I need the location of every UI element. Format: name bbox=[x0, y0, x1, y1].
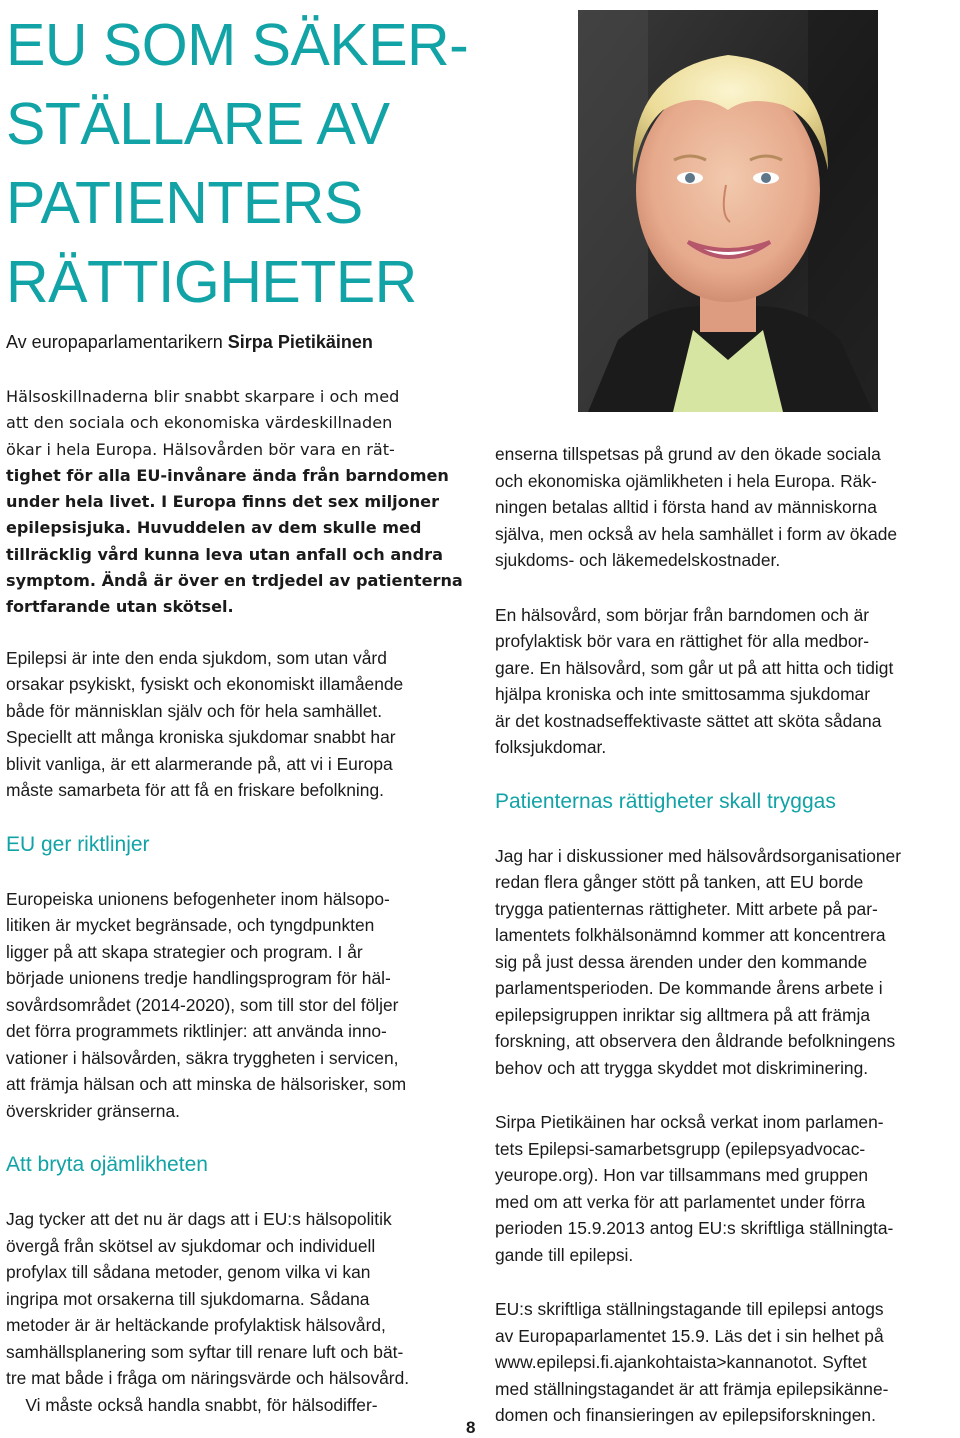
text-line: trygga patienternas rättigheter. Mitt arbete på par- bbox=[495, 898, 878, 919]
text-line: sovårdsområdet (2014-2020), som till stor del följer bbox=[6, 994, 399, 1015]
text-line: ningen betalas alltid i första hand av människorna bbox=[495, 497, 877, 517]
text-line: litiken är mycket begränsade, och tyngdpunkten bbox=[6, 915, 375, 936]
lead-line: under hela livet. I Europa finns det sex miljoner bbox=[6, 492, 440, 512]
author-name: Sirpa Pietikäinen bbox=[227, 332, 373, 352]
text-line: Jag har i diskussioner med hälsovårdsorganisationer bbox=[495, 845, 901, 866]
page-number: 8 bbox=[466, 1418, 476, 1437]
paragraph bbox=[495, 441, 957, 574]
text-line: samhällsplanering som syftar till renare luft och bät- bbox=[6, 1341, 404, 1362]
lead-line: epilepsisjuka. Huvuddelen av dem skulle med bbox=[6, 518, 422, 538]
text-line: hjälpa kroniska och inte smittosamma sjukdomar bbox=[495, 684, 871, 704]
text-line: www.epilepsi.fi.ajankohtaista>kannanotot. Syftet bbox=[495, 1352, 867, 1372]
lead-line: ökar i hela Europa. Hälsovården bör vara en rät- bbox=[6, 439, 395, 459]
paragraph bbox=[495, 1296, 957, 1429]
lead-line: tillräcklig vård kunna leva utan anfall och andra bbox=[6, 544, 443, 564]
text-line: Vi måste också handla snabbt, för hälsodiffer- bbox=[6, 1394, 378, 1415]
byline bbox=[6, 331, 373, 353]
text-line: gare. En hälsovård, som går ut på att hitta och tidigt bbox=[495, 657, 894, 678]
text-line: EU:s skriftliga ställningstagande till epilepsi antogs bbox=[495, 1299, 884, 1319]
text-line: Jag tycker att det nu är dags att i EU:s hälsopolitik bbox=[6, 1209, 392, 1230]
right-column bbox=[495, 441, 957, 1429]
text-line: började unionens tredje handlingsprogram för häl- bbox=[6, 968, 391, 989]
text-line: att främja hälsan och att minska de hälsorisker, som bbox=[6, 1074, 407, 1095]
text-line: gande till epilepsi. bbox=[495, 1244, 634, 1265]
text-line: metoder är är heltäckande profylaktisk hälsovård, bbox=[6, 1315, 386, 1336]
title-line: PATIENTERS bbox=[6, 170, 363, 236]
text-line: tets Epilepsi-samarbetsgrupp (epilepsyadvocac- bbox=[495, 1138, 866, 1159]
text-line: är det kostnadseffektivaste sättet att sköta sådana bbox=[495, 710, 882, 731]
text-line: lamentets folkhälsonämnd kommer att koncentrera bbox=[495, 925, 886, 945]
lead-line: Hälsoskillnaderna blir snabbt skarpare i och med bbox=[6, 387, 400, 406]
text-line: vationer i hälsovården, säkra tryggheten i servicen, bbox=[6, 1047, 399, 1068]
author-portrait-photo bbox=[578, 10, 878, 412]
text-line: måste samarbeta för att få en friskare befolkning. bbox=[6, 780, 384, 801]
text-line: tre mat både i fråga om näringsvärde och hälsovård. bbox=[6, 1368, 410, 1389]
section-heading: Patienternas rättigheter skall tryggas bbox=[495, 789, 836, 813]
paragraph bbox=[495, 843, 957, 1082]
lead-paragraph bbox=[6, 384, 478, 621]
text-line: yeurope.org). Hon var tillsammans med gruppen bbox=[495, 1165, 869, 1185]
lead-line: fortfarande utan skötsel. bbox=[6, 597, 234, 617]
paragraph bbox=[495, 1109, 957, 1268]
paragraph bbox=[495, 602, 957, 761]
text-line: Sirpa Pietikäinen har också verkat inom parlamen- bbox=[495, 1112, 884, 1132]
text-line: Speciellt att många kroniska sjukdomar snabbt har bbox=[6, 727, 396, 748]
text-line: epilepsigruppen inriktar sig alltmera på att främja bbox=[495, 1004, 871, 1025]
text-line: blivit vanliga, är ett alarmerande på, att vi i Europa bbox=[6, 753, 393, 774]
portrait-photo-icon bbox=[578, 10, 878, 412]
paragraph bbox=[6, 645, 478, 804]
title-line: RÄTTIGHETER bbox=[6, 249, 417, 315]
text-line: det förra programmets riktlinjer: att använda inno- bbox=[6, 1021, 387, 1042]
text-line: av Europaparlamentet 15.9. Läs det i sin helhet på bbox=[495, 1325, 884, 1346]
text-line: och ekonomiska ojämlikheten i hela Europa. Räk- bbox=[495, 470, 877, 491]
paragraph bbox=[6, 1206, 478, 1418]
text-line: med ställningstagandet är att främja epilepsikänne- bbox=[495, 1378, 889, 1399]
lead-line: symptom. Ändå är över en trdjedel av patienterna bbox=[6, 571, 463, 591]
article-title bbox=[6, 6, 476, 322]
text-line: perioden 15.9.2013 antog EU:s skriftliga ställningta- bbox=[495, 1218, 894, 1238]
text-line: redan flera gånger stött på tanken, att EU borde bbox=[495, 872, 864, 892]
text-line: profylax till sådana metoder, genom vilka vi kan bbox=[6, 1262, 371, 1283]
text-line: Epilepsi är inte den enda sjukdom, som utan vård bbox=[6, 647, 387, 668]
title-line: STÄLLARE AV bbox=[6, 91, 390, 157]
text-line: ligger på att skapa strategier och program. I år bbox=[6, 941, 363, 962]
text-line: med om att verka för att parlamentet under förra bbox=[495, 1191, 866, 1212]
lead-line: tighet för alla EU-invånare ända från barndomen bbox=[6, 465, 449, 485]
text-line: En hälsovård, som börjar från barndomen och är bbox=[495, 604, 870, 625]
text-line: domen och finansieringen av epilepsiforskningen. bbox=[495, 1405, 876, 1425]
text-line: Europeiska unionens befogenheter inom hälsopo- bbox=[6, 888, 390, 909]
text-line: forskning, att observera den åldrande befolkningens bbox=[495, 1031, 896, 1051]
title-line: EU SOM SÄKER- bbox=[6, 12, 469, 78]
text-line: själva, men också av hela samhället i form av ökade bbox=[495, 523, 898, 544]
text-line: orsakar psykiskt, fysiskt och ekonomiskt illamående bbox=[6, 674, 404, 695]
text-line: sjukdoms- och läkemedelskostnader. bbox=[495, 550, 781, 570]
text-line: enserna tillspetsas på grund av den ökade sociala bbox=[495, 444, 881, 464]
text-line: sig på just dessa ärenden under den kommande bbox=[495, 951, 868, 972]
section-heading: EU ger riktlinjer bbox=[6, 832, 150, 856]
text-line: överskrider gränserna. bbox=[6, 1100, 180, 1121]
text-line: övergå från skötsel av sjukdomar och individuell bbox=[6, 1235, 376, 1256]
left-column bbox=[6, 384, 478, 1418]
byline-prefix: Av europaparlamentarikern bbox=[6, 332, 228, 352]
text-line: parlamentsperioden. De kommande årens arbete i bbox=[495, 978, 883, 998]
paragraph bbox=[6, 886, 478, 1125]
section-heading: Att bryta ojämlikheten bbox=[6, 1153, 208, 1177]
text-line: profylaktisk bör vara en rättighet för alla medbor- bbox=[495, 631, 870, 651]
lead-line: att den sociala och ekonomiska värdeskillnaden bbox=[6, 413, 393, 433]
text-line: behov och att trygga skyddet mot diskriminering. bbox=[495, 1057, 869, 1078]
text-line: ingripa mot orsakerna till sjukdomarna. Sådana bbox=[6, 1288, 370, 1309]
text-line: folksjukdomar. bbox=[495, 737, 607, 757]
text-line: både för människlan själv och för hela samhället. bbox=[6, 700, 383, 721]
